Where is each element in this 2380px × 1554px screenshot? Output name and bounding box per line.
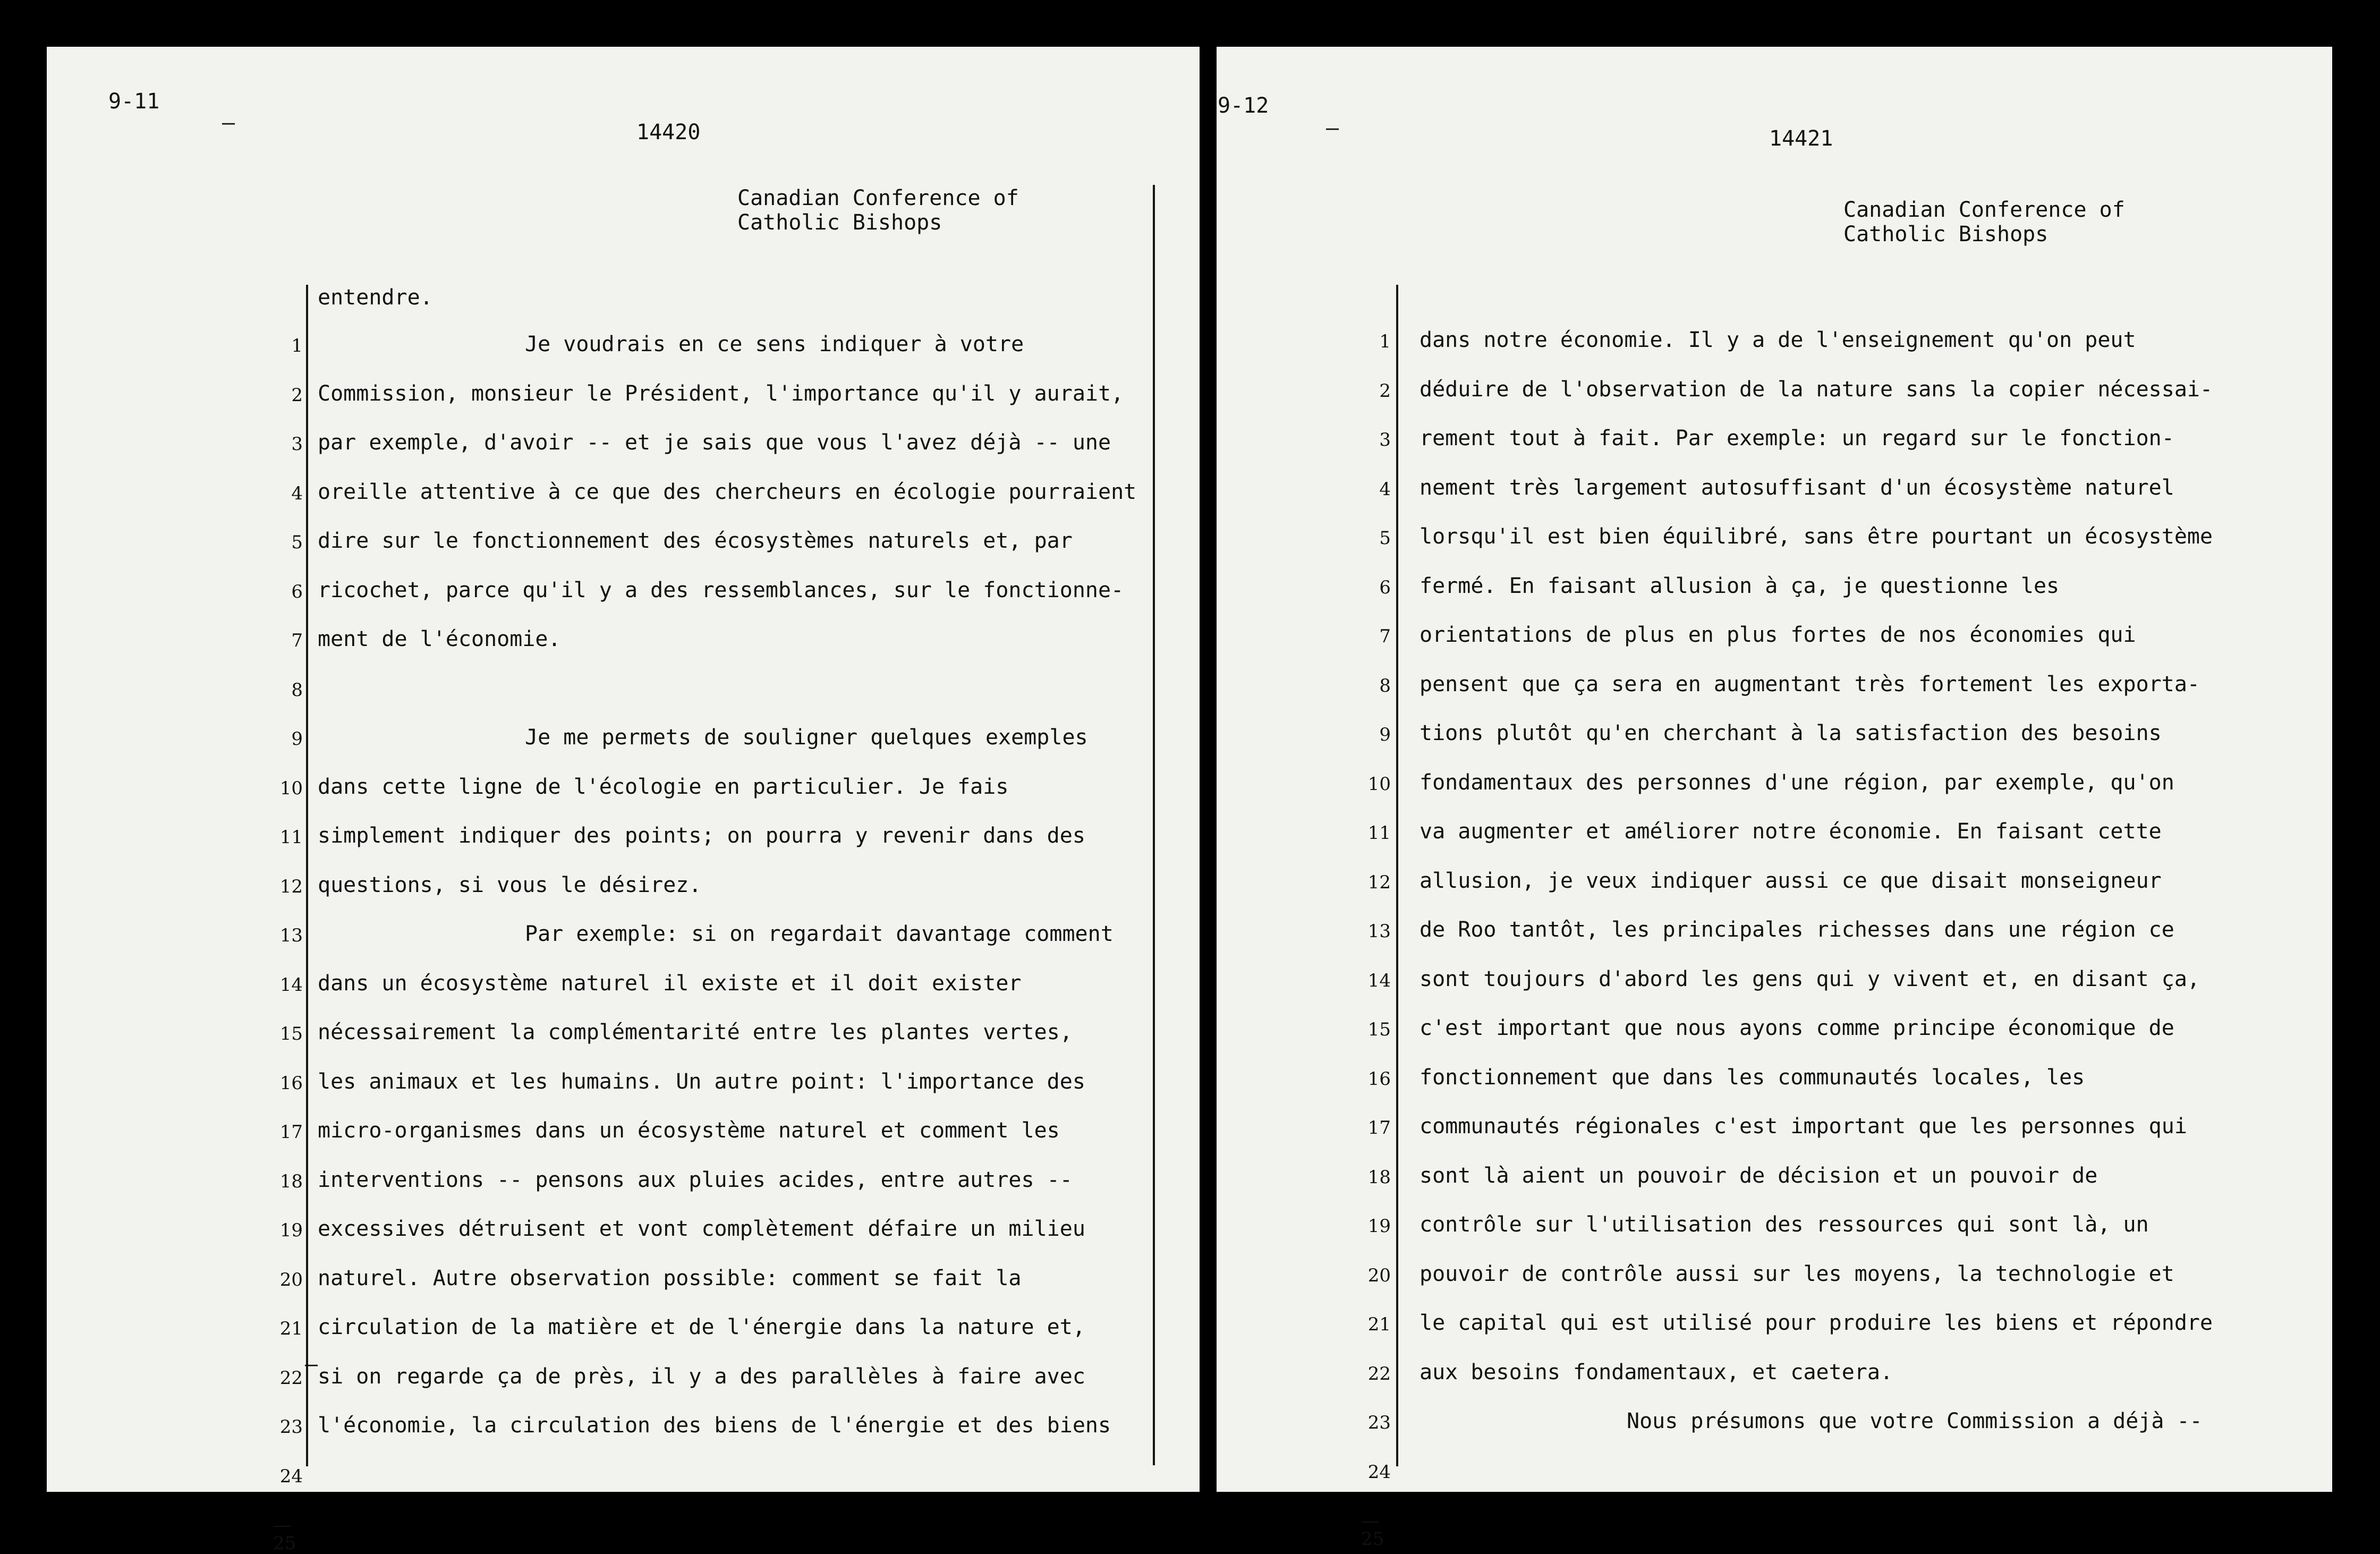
text-line: pensent que ça sera en augmentant très fortement les exporta- bbox=[1420, 672, 2200, 697]
text-line: ricochet, parce qu'il y a des ressemblances, sur le fonctionne- bbox=[318, 578, 1124, 602]
text-line: de Roo tantôt, les principales richesses dans une région ce bbox=[1420, 918, 2174, 942]
text-line: nement très largement autosuffisant d'un écosystème naturel bbox=[1420, 475, 2174, 500]
text-line: fonctionnement que dans les communautés locales, les bbox=[1420, 1065, 2085, 1090]
document-header bbox=[737, 186, 1019, 235]
transcript-page-right bbox=[1217, 47, 2332, 1550]
text-line: nécessairement la complémentarité entre les plantes vertes, bbox=[318, 1020, 1073, 1045]
header-line-2: Catholic Bishops bbox=[1843, 222, 2048, 247]
line-number: 18 bbox=[279, 1170, 303, 1192]
text-line: par exemple, d'avoir -- et je sais que vous l'avez déjà -- une bbox=[318, 430, 1111, 455]
text-line: contrôle sur l'utilisation des ressources qui sont là, un bbox=[1420, 1212, 2149, 1237]
text-line: le capital qui est utilisé pour produire les biens et répondre bbox=[1420, 1311, 2213, 1335]
line-number: 24 bbox=[1367, 1461, 1391, 1483]
line-number: 8 bbox=[1379, 675, 1391, 697]
text-line: c'est important que nous ayons comme principe économique de bbox=[1420, 1016, 2174, 1040]
line-number: 14 bbox=[1367, 970, 1391, 991]
text-line: va augmenter et améliorer notre économie. En faisant cette bbox=[1420, 819, 2162, 844]
line-number: 10 bbox=[279, 777, 303, 799]
margin-dash: – bbox=[222, 111, 235, 135]
text-line: lorsqu'il est bien équilibré, sans être pourtant un écosystème bbox=[1420, 524, 2213, 549]
right-margin-rule bbox=[1153, 185, 1155, 1465]
text-line: naturel. Autre observation possible: comment se fait la bbox=[318, 1266, 1022, 1290]
text-line: rement tout à fait. Par exemple: un regard sur le fonction- bbox=[1420, 426, 2174, 451]
line-number: 6 bbox=[1379, 576, 1391, 598]
line-number: 9 bbox=[1379, 724, 1391, 745]
text-line: les animaux et les humains. Un autre point: l'importance des bbox=[318, 1069, 1085, 1094]
line-number: 19 bbox=[279, 1220, 303, 1241]
line-number: 1 bbox=[1379, 331, 1391, 352]
line-number: 20 bbox=[1367, 1264, 1391, 1286]
line-number: 5 bbox=[1379, 528, 1391, 549]
line-number: 8 bbox=[291, 679, 303, 701]
text-line: communautés régionales c'est important que les personnes qui bbox=[1420, 1114, 2187, 1139]
line-number: 19 bbox=[1367, 1216, 1391, 1237]
text-line: interventions -- pensons aux pluies acides, entre autres -- bbox=[318, 1167, 1073, 1192]
text-line: l'économie, la circulation des biens de l'énergie et des biens bbox=[318, 1413, 1111, 1438]
line-number: 21 bbox=[1367, 1314, 1391, 1335]
text-line: déduire de l'observation de la nature sans la copier nécessai- bbox=[1420, 377, 2213, 402]
page-number: 14420 bbox=[636, 120, 701, 145]
text-line: Par exemple: si on regardait davantage comment bbox=[525, 922, 1114, 946]
line-number: 12 bbox=[279, 876, 303, 897]
text-line: Commission, monsieur le Président, l'importance qu'il y aurait, bbox=[318, 381, 1124, 406]
line-number: 1 bbox=[291, 335, 303, 356]
line-number: 7 bbox=[291, 630, 303, 651]
line-number: 4 bbox=[291, 482, 303, 504]
text-line: Je voudrais en ce sens indiquer à votre bbox=[525, 332, 1024, 356]
line-number: —25 bbox=[273, 1515, 296, 1554]
text-line: simplement indiquer des points; on pourra y revenir dans des bbox=[318, 823, 1085, 848]
line-number: 17 bbox=[1367, 1117, 1391, 1139]
text-line: allusion, je veux indiquer aussi ce que disait monseigneur bbox=[1420, 868, 2162, 893]
line-number: 16 bbox=[1367, 1068, 1391, 1090]
page-end-mark: — bbox=[305, 1352, 318, 1377]
header-line-1: Canadian Conference of bbox=[1843, 198, 2125, 222]
opening-line: entendre. bbox=[318, 285, 433, 310]
line-number: 9 bbox=[291, 728, 303, 750]
text-line: Je me permets de souligner quelques exemples bbox=[525, 725, 1088, 750]
transcript-page-left bbox=[47, 47, 1200, 1554]
line-number: 24 bbox=[279, 1465, 303, 1487]
line-number: 23 bbox=[1367, 1412, 1391, 1433]
header-line-2: Catholic Bishops bbox=[737, 210, 942, 235]
line-number: 15 bbox=[1367, 1019, 1391, 1040]
line-number: 17 bbox=[279, 1122, 303, 1143]
text-line: micro-organismes dans un écosystème naturel et comment les bbox=[318, 1118, 1060, 1143]
line-number: 2 bbox=[1379, 380, 1391, 402]
line-number: 3 bbox=[1379, 429, 1391, 451]
line-number: 2 bbox=[291, 384, 303, 406]
header-line-1: Canadian Conference of bbox=[737, 186, 1019, 210]
text-line: dans notre économie. Il y a de l'enseignement qu'on peut bbox=[1420, 328, 2136, 352]
document-header bbox=[1843, 198, 2125, 247]
line-number: 10 bbox=[1367, 773, 1391, 795]
line-number: 13 bbox=[279, 925, 303, 946]
line-number: 20 bbox=[279, 1269, 303, 1290]
text-line: orientations de plus en plus fortes de nos économies qui bbox=[1420, 623, 2136, 647]
text-line: sont toujours d'abord les gens qui y vivent et, en disant ça, bbox=[1420, 966, 2200, 991]
text-line: pouvoir de contrôle aussi sur les moyens, la technologie et bbox=[1420, 1261, 2174, 1286]
line-number: 12 bbox=[1367, 871, 1391, 893]
line-number: 15 bbox=[279, 1023, 303, 1045]
text-line: dire sur le fonctionnement des écosystèmes naturels et, par bbox=[318, 529, 1073, 553]
text-line: sont là aient un pouvoir de décision et un pouvoir de bbox=[1420, 1163, 2098, 1188]
text-line: excessives détruisent et vont complètement défaire un milieu bbox=[318, 1217, 1085, 1241]
text-line: oreille attentive à ce que des chercheurs en écologie pourraient bbox=[318, 479, 1137, 504]
line-number: 22 bbox=[1367, 1363, 1391, 1385]
text-line: tions plutôt qu'en cherchant à la satisfaction des besoins bbox=[1420, 721, 2162, 745]
text-line: Nous présumons que votre Commission a déjà -- bbox=[1627, 1409, 2203, 1433]
line-number: 11 bbox=[1367, 822, 1391, 844]
text-line: dans cette ligne de l'écologie en particulier. Je fais bbox=[318, 774, 1009, 799]
text-line: ment de l'économie. bbox=[318, 627, 561, 651]
text-line: dans un écosystème naturel il existe et il doit exister bbox=[318, 971, 1022, 996]
line-number: —25 bbox=[1361, 1510, 1384, 1550]
line-number: 22 bbox=[279, 1367, 303, 1389]
line-number: 6 bbox=[291, 581, 303, 602]
text-line: aux besoins fondamentaux, et caetera. bbox=[1420, 1360, 1893, 1385]
margin-dash: – bbox=[1326, 116, 1339, 140]
line-number: 13 bbox=[1367, 921, 1391, 942]
line-number: 7 bbox=[1379, 626, 1391, 647]
text-line: si on regarde ça de près, il y a des parallèles à faire avec bbox=[318, 1364, 1085, 1389]
text-line: questions, si vous le désirez. bbox=[318, 872, 702, 897]
left-margin-rule bbox=[306, 285, 308, 1466]
line-number: 23 bbox=[279, 1416, 303, 1438]
page-id: 9-12 bbox=[1218, 94, 1269, 118]
left-margin-rule bbox=[1396, 285, 1398, 1466]
line-number: 3 bbox=[291, 434, 303, 455]
line-number: 4 bbox=[1379, 478, 1391, 500]
line-number: 14 bbox=[279, 974, 303, 996]
line-number: 18 bbox=[1367, 1166, 1391, 1188]
line-number: 21 bbox=[279, 1318, 303, 1339]
text-line: circulation de la matière et de l'énergie dans la nature et, bbox=[318, 1315, 1085, 1339]
page-number: 14421 bbox=[1769, 126, 1833, 151]
text-line: fermé. En faisant allusion à ça, je questionne les bbox=[1420, 573, 2060, 598]
line-number: 5 bbox=[291, 532, 303, 553]
line-number: 16 bbox=[279, 1072, 303, 1094]
text-line: fondamentaux des personnes d'une région, par exemple, qu'on bbox=[1420, 770, 2174, 795]
page-id: 9-11 bbox=[108, 89, 160, 114]
line-number: 11 bbox=[279, 827, 303, 848]
